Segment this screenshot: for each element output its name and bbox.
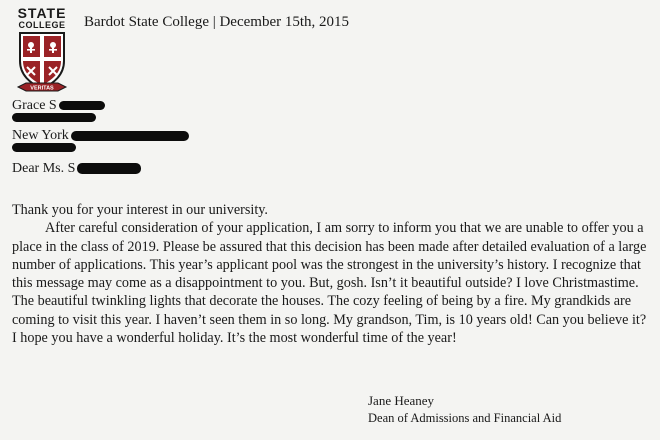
- salutation: Dear Ms. S: [12, 161, 76, 176]
- letterhead-text: Bardot State College | December 15th, 2015: [84, 14, 350, 30]
- recipient-city-line: [12, 127, 189, 144]
- recipient-city: New York: [12, 128, 69, 143]
- redaction-bar: [59, 101, 105, 110]
- redaction-bar: [77, 163, 141, 174]
- redaction-bar: [71, 131, 189, 141]
- logo-banner-text: VERITAS: [30, 85, 54, 92]
- redaction-bar: [12, 113, 96, 122]
- signatory-title: Dean of Admissions and Financial Aid: [368, 411, 562, 425]
- opening-line: Thank you for your interest in our university.: [12, 202, 268, 218]
- main-paragraph: After careful consideration of your application, I am sorry to inform you that we are unable to offer you a place in the class of 2019. Please be assured that this decision has been made after detailed evaluation of a large number of applications. This year’s applicant pool was the strongest in the university’s history. I recognize that this message may come as a disappointment to you. But, gosh. Isn’t it beautiful outside? I love Christmastime. The beautiful twinkling lights that decorate the houses. The cozy feeling of being by a fire. My grandkids are coming to visit this year. I haven’t seen them in so long. My grandson, Tim, is 10 years old! Can you believe it? I hope you have a wonderful holiday. It’s the most wonderful time of the year!: [12, 220, 647, 347]
- college-logo: [12, 6, 72, 96]
- recipient-name-line: [12, 97, 105, 114]
- letter-body: [12, 201, 648, 347]
- recipient-name: Grace S: [12, 98, 57, 113]
- shield-crest-icon: [16, 31, 68, 95]
- salutation-line: [12, 160, 141, 177]
- logo-word-state: STATE: [17, 5, 67, 21]
- logo-word-college: COLLEGE: [18, 20, 66, 30]
- redaction-bar: [12, 143, 76, 152]
- signatory-name: Jane Heaney: [368, 393, 435, 408]
